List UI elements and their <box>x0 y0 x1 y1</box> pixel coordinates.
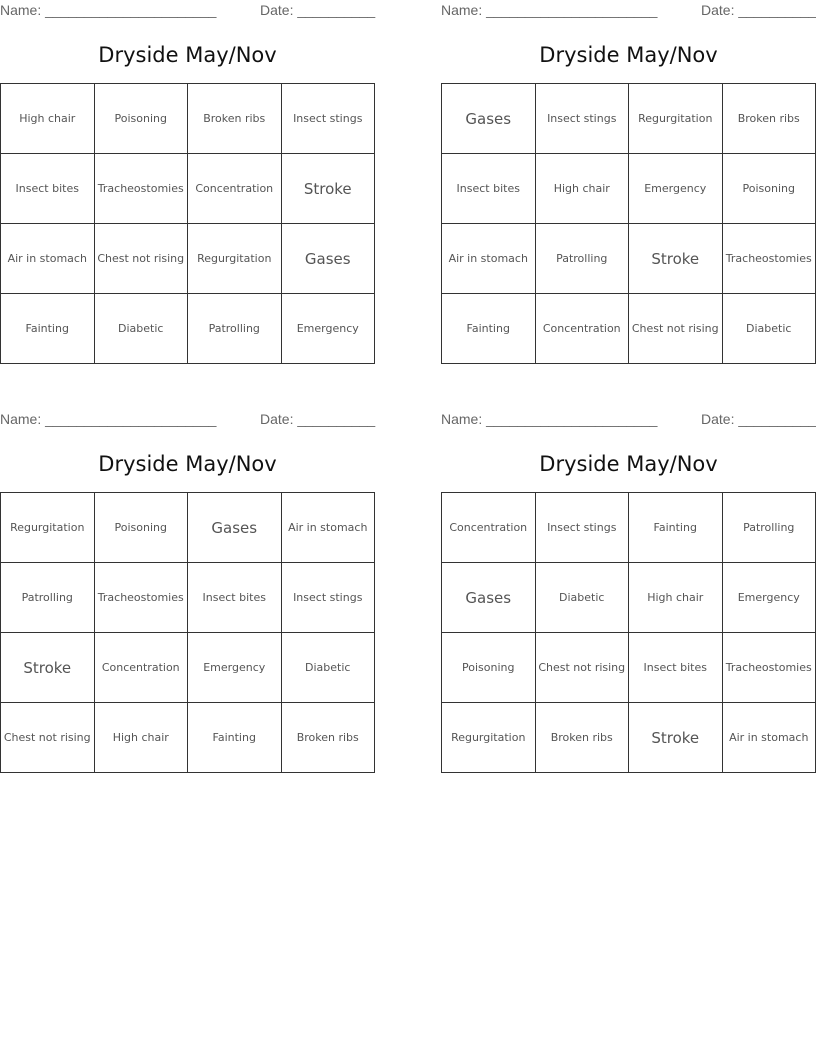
bingo-cell: Broken ribs <box>188 84 282 154</box>
bingo-cell: Broken ribs <box>536 703 630 773</box>
bingo-cell: Gases <box>282 224 376 294</box>
bingo-card-1 <box>0 0 375 380</box>
bingo-cell: Concentration <box>95 633 189 703</box>
bingo-cell: Patrolling <box>188 294 282 364</box>
bingo-cell: Stroke <box>629 224 723 294</box>
card-title: Dryside May/Nov <box>98 452 277 476</box>
name-field-label: Name: ______________________ <box>0 2 217 18</box>
bingo-cell: Tracheostomies <box>723 224 816 294</box>
bingo-cell: Insect bites <box>442 154 536 224</box>
bingo-cell: Fainting <box>188 703 282 773</box>
bingo-cell: High chair <box>536 154 630 224</box>
card-title: Dryside May/Nov <box>98 43 277 67</box>
bingo-cell: Poisoning <box>95 84 189 154</box>
bingo-cell: Diabetic <box>282 633 376 703</box>
card-title: Dryside May/Nov <box>539 452 718 476</box>
date-field-label: Date: __________ <box>260 2 376 18</box>
bingo-grid <box>441 492 816 773</box>
bingo-cell: Fainting <box>629 493 723 563</box>
bingo-cell: High chair <box>629 563 723 633</box>
bingo-cell: Insect stings <box>282 84 376 154</box>
bingo-card-2 <box>441 0 816 380</box>
bingo-cell: Emergency <box>188 633 282 703</box>
bingo-cell: Broken ribs <box>723 84 816 154</box>
bingo-cell: Broken ribs <box>282 703 376 773</box>
bingo-cell: High chair <box>1 84 95 154</box>
bingo-card-4 <box>441 409 816 789</box>
bingo-cell: Poisoning <box>723 154 816 224</box>
bingo-cell: Diabetic <box>536 563 630 633</box>
bingo-cell: Poisoning <box>95 493 189 563</box>
bingo-cell: Concentration <box>188 154 282 224</box>
bingo-cell: Insect stings <box>282 563 376 633</box>
bingo-cell: Emergency <box>629 154 723 224</box>
bingo-cell: Patrolling <box>536 224 630 294</box>
bingo-cell: Tracheostomies <box>95 154 189 224</box>
bingo-cell: Chest not rising <box>95 224 189 294</box>
bingo-cell: Insect stings <box>536 493 630 563</box>
bingo-cell: Chest not rising <box>629 294 723 364</box>
bingo-cell: Stroke <box>629 703 723 773</box>
bingo-cell: Regurgitation <box>188 224 282 294</box>
date-field-label: Date: __________ <box>701 411 816 427</box>
date-field-label: Date: __________ <box>701 2 816 18</box>
bingo-cell: Air in stomach <box>1 224 95 294</box>
bingo-cell: Tracheostomies <box>95 563 189 633</box>
bingo-cell: Diabetic <box>95 294 189 364</box>
bingo-card-3 <box>0 409 375 789</box>
bingo-cell: Insect bites <box>1 154 95 224</box>
bingo-cell: Regurgitation <box>629 84 723 154</box>
bingo-cell: Gases <box>442 563 536 633</box>
bingo-grid <box>0 492 375 773</box>
bingo-cell: Air in stomach <box>282 493 376 563</box>
bingo-cell: Chest not rising <box>1 703 95 773</box>
bingo-cell: Fainting <box>1 294 95 364</box>
bingo-cell: Regurgitation <box>1 493 95 563</box>
bingo-cell: Insect bites <box>188 563 282 633</box>
bingo-cell: Patrolling <box>723 493 816 563</box>
bingo-grid <box>441 83 816 364</box>
bingo-cell: Gases <box>188 493 282 563</box>
bingo-cell: Stroke <box>282 154 376 224</box>
bingo-cell: Tracheostomies <box>723 633 816 703</box>
bingo-cell: Patrolling <box>1 563 95 633</box>
bingo-cell: Chest not rising <box>536 633 630 703</box>
name-field-label: Name: ______________________ <box>441 411 658 427</box>
bingo-cell: Insect stings <box>536 84 630 154</box>
bingo-cell: Insect bites <box>629 633 723 703</box>
bingo-cell: High chair <box>95 703 189 773</box>
bingo-grid <box>0 83 375 364</box>
bingo-cell: Fainting <box>442 294 536 364</box>
bingo-cell: Poisoning <box>442 633 536 703</box>
bingo-cell: Gases <box>442 84 536 154</box>
bingo-cell: Emergency <box>723 563 816 633</box>
bingo-cell: Diabetic <box>723 294 816 364</box>
card-title: Dryside May/Nov <box>539 43 718 67</box>
bingo-cell: Air in stomach <box>442 224 536 294</box>
bingo-cell: Concentration <box>442 493 536 563</box>
bingo-cell: Concentration <box>536 294 630 364</box>
name-field-label: Name: ______________________ <box>441 2 658 18</box>
bingo-cell: Emergency <box>282 294 376 364</box>
date-field-label: Date: __________ <box>260 411 376 427</box>
bingo-cell: Regurgitation <box>442 703 536 773</box>
bingo-cell: Air in stomach <box>723 703 816 773</box>
name-field-label: Name: ______________________ <box>0 411 217 427</box>
bingo-cell: Stroke <box>1 633 95 703</box>
